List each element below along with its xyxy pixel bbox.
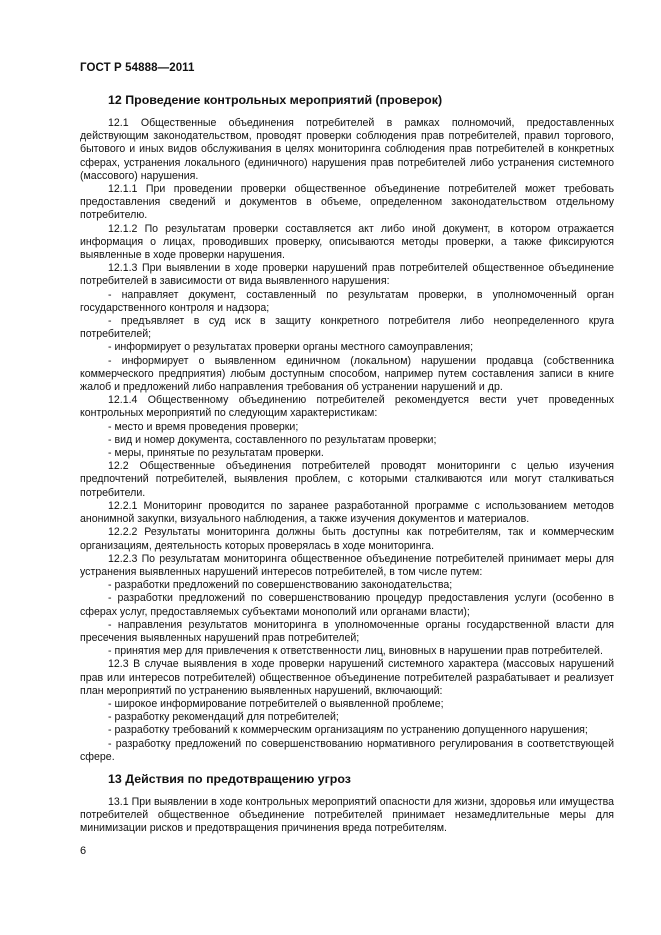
- section-12-body: [80, 117, 614, 764]
- paragraph: 12.2.2 Результаты мониторинга должны быть доступны как потребителям, так и коммерческим организациям, деятельность которых проверялась в ходе мониторинга.: [80, 526, 614, 552]
- paragraph: 12.1 Общественные объединения потребителей в рамках полномочий, предоставленных действующим законодательством, проводят проверки соблюдения прав потребителей, правил торгового, бытового и иных видов обслуживания в целях мониторинга соблюдения прав потребителей в конкретных сферах, устранения локального (единичного) нарушения прав потребителей либо устранения системного (массового) нарушения.: [80, 117, 614, 182]
- paragraph: 12.2 Общественные объединения потребителей проводят мониторинги с целью изучения предпочтений потребителей, выявления проблем, с которыми сталкиваются или могут сталкиваться потребители.: [80, 460, 614, 499]
- paragraph: 12.3 В случае выявления в ходе проверки нарушений системного характера (массовых нарушений прав или интересов потребителей) общественное объединение потребителей разрабатывает и реализует план мероприятий по устранению выявленных нарушений, включающий:: [80, 658, 614, 697]
- list-item: - разработку требований к коммерческим организациям по устранению допущенного нарушения;: [108, 724, 588, 737]
- list-item: - широкое информирование потребителей о выявленной проблеме;: [108, 697, 444, 710]
- list-item: - вид и номер документа, составленного по результатам проверки;: [108, 433, 437, 446]
- list-item: - разработку предложений по совершенствованию нормативного регулирования в соответствующей сфере.: [80, 737, 614, 763]
- paragraph: 12.2.3 По результатам мониторинга общественное объединение потребителей принимает меры для устранения выявленных нарушений интересов потребителей, в том числе путем:: [80, 552, 614, 578]
- list-item: - меры, принятые по результатам проверки.: [108, 447, 324, 460]
- list-item: - место и время проведения проверки;: [108, 420, 299, 433]
- list-item: - предъявляет в суд иск в защиту конкретного потребителя либо неопределенного круга потребителей;: [80, 315, 614, 341]
- list-item: - направления результатов мониторинга в уполномоченные органы государственной власти для пресечения выявленных нарушений прав потребителей;: [80, 618, 614, 644]
- paragraph: 12.1.1 При проведении проверки общественное объединение потребителей может требовать предоставления сведений и документов в объеме, определенном законодательством отдельному потребителю.: [80, 183, 614, 222]
- list-item: - информирует о выявленном единичном (локальном) нарушении продавца (собственника коммерческого предприятия) любым доступным способом, например путем составления записи в книге жалоб и предложений либо направления требования об устранении нарушений и др.: [80, 354, 614, 394]
- list-item: - информирует о результатах проверки органы местного самоуправления;: [108, 341, 474, 354]
- paragraph: 12.1.2 По результатам проверки составляется акт либо иной документ, в котором отражается информация о лицах, проводивших проверку, описываются методы проверки, а также фиксируются выявленные в ходе проверки нарушения.: [80, 222, 614, 262]
- paragraph: 13.1 При выявлении в ходе контрольных мероприятий опасности для жизни, здоровья или имущества потребителей общественное объединение потребителей принимает незамедлительные меры для минимизации рисков и предотвращения причинения вреда потребителям.: [80, 796, 614, 835]
- list-item: - направляет документ, составленный по результатам проверки, в уполномоченный орган государственного контроля и надзора;: [80, 288, 614, 314]
- section-12-title: 12 Проведение контрольных мероприятий (проверок): [108, 93, 443, 107]
- paragraph: 12.1.4 Общественному объединению потребителей рекомендуется вести учет проведенных контрольных мероприятий по следующим характеристикам:: [80, 394, 614, 420]
- document-code: ГОСТ Р 54888—2011: [80, 62, 195, 74]
- section-13-title: 13 Действия по предотвращению угроз: [108, 772, 351, 786]
- section-13-body: [80, 796, 614, 836]
- list-item: - принятия мер для привлечения к ответственности лиц, виновных в нарушении прав потребителей.: [108, 645, 603, 658]
- paragraph: 12.2.1 Мониторинг проводится по заранее разработанной программе с использованием методов анонимной закупки, визуального наблюдения, а также изучения документов и материалов.: [80, 499, 614, 526]
- page-number: 6: [80, 845, 87, 857]
- paragraph: 12.1.3 При выявлении в ходе проверки нарушений прав потребителей общественное объединение потребителей в зависимости от вида выявленного нарушения:: [80, 262, 614, 288]
- list-item: - разработку рекомендаций для потребителей;: [108, 711, 339, 724]
- list-item: - разработки предложений по совершенствованию законодательства;: [108, 579, 453, 592]
- list-item: - разработки предложений по совершенствованию процедур предоставления услуги (особенно в сферах услуг, предоставляемых субъектами монополий или органами власти);: [80, 592, 614, 618]
